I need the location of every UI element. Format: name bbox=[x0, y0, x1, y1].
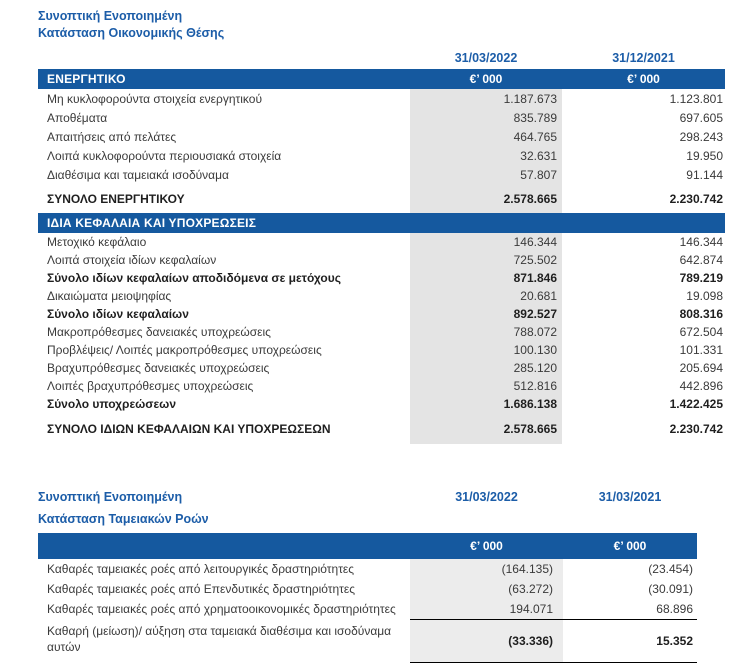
cashflow-title-and-dates bbox=[38, 490, 697, 507]
row-label: Μετοχικό κεφάλαιο bbox=[47, 235, 147, 249]
row-value-col2: 146.344 bbox=[679, 235, 723, 249]
total-values-ruled-box bbox=[410, 619, 697, 663]
table-row bbox=[38, 359, 725, 377]
table-row bbox=[38, 165, 725, 184]
unit-label: €’ 000 bbox=[470, 539, 503, 553]
net-change-total-row bbox=[38, 619, 697, 663]
assets-section-header-bar bbox=[38, 69, 725, 89]
row-value-col1: 32.631 bbox=[520, 148, 557, 163]
table-row bbox=[38, 108, 725, 127]
row-value-col2: 808.316 bbox=[679, 307, 723, 321]
equity-section-title: ΙΔΙΑ ΚΕΦΑΛΑΙΑ ΚΑΙ ΥΠΟΧΡΕΩΣΕΙΣ bbox=[47, 216, 257, 230]
row-value-col1: 464.765 bbox=[513, 129, 557, 144]
row-value-col1: 2.578.665 bbox=[503, 192, 557, 206]
row-value-col1: 1.686.138 bbox=[503, 397, 557, 411]
row-label: Βραχυπρόθεσμες δανειακές υποχρεώσεις bbox=[47, 361, 270, 375]
total-assets-row bbox=[38, 189, 725, 209]
row-value-col1: 871.846 bbox=[513, 271, 557, 285]
row-value-col2: 697.605 bbox=[679, 110, 723, 125]
row-value-col2: 101.331 bbox=[679, 343, 723, 357]
row-value-col1: 146.344 bbox=[513, 235, 557, 249]
row-value-col2: 19.098 bbox=[686, 289, 723, 303]
equity-liabilities-rows bbox=[38, 233, 725, 438]
row-label: ΣΥΝΟΛΟ ΕΝΕΡΓΗΤΙΚΟΥ bbox=[47, 192, 185, 206]
row-value-col1: (63.272) bbox=[508, 582, 553, 596]
subtotal-row bbox=[38, 305, 725, 323]
assets-section-title: ΕΝΕΡΓΗΤΙΚΟ bbox=[47, 72, 126, 86]
statement-title bbox=[38, 8, 725, 42]
statement-title-line1: Συνοπτική Ενοποιημένη bbox=[38, 9, 183, 23]
row-label: Απαιτήσεις από πελάτες bbox=[47, 129, 177, 144]
row-label: ΣΥΝΟΛΟ ΙΔΙΩΝ ΚΕΦΑΛΑΙΩΝ ΚΑΙ ΥΠΟΧΡΕΩΣΕΩΝ bbox=[47, 422, 331, 436]
row-value-col1: 512.816 bbox=[513, 379, 557, 393]
row-value-col1: 100.130 bbox=[513, 343, 557, 357]
column-date-2022: 31/03/2022 bbox=[455, 490, 518, 504]
unit-label: €’ 000 bbox=[627, 72, 660, 86]
row-label: Διαθέσιμα και ταμειακά ισοδύναμα bbox=[47, 167, 229, 182]
row-label: Προβλέψεις/ Λοιπές μακροπρόθεσμες υποχρεώσεις bbox=[47, 343, 322, 357]
row-label: Μακροπρόθεσμες δανειακές υποχρεώσεις bbox=[47, 325, 271, 339]
unit-label: €’ 000 bbox=[469, 72, 503, 86]
row-value-col1: 194.071 bbox=[509, 602, 553, 616]
table-row bbox=[38, 146, 725, 165]
column-date-2021: 31/03/2021 bbox=[598, 490, 662, 504]
row-value-col2: 91.144 bbox=[686, 167, 723, 182]
row-value-col2: 442.896 bbox=[679, 379, 723, 393]
date-header-spacer bbox=[38, 51, 410, 67]
table-row bbox=[38, 559, 697, 579]
table-row bbox=[38, 89, 725, 108]
row-value-col2: 1.422.425 bbox=[669, 397, 723, 411]
table-row bbox=[38, 599, 697, 619]
row-value-col1: 835.789 bbox=[513, 110, 557, 125]
row-value-col1: 1.187.673 bbox=[503, 91, 557, 106]
row-value-col1: (33.336) bbox=[508, 634, 553, 648]
table-row bbox=[38, 377, 725, 395]
statement-title-line2: Κατάσταση Οικονομικής Θέσης bbox=[38, 26, 225, 40]
subtotal-row bbox=[38, 269, 725, 287]
row-value-col1: 725.502 bbox=[513, 253, 557, 267]
row-value-col2: 68.896 bbox=[656, 602, 693, 616]
row-value-col2: 1.123.801 bbox=[669, 91, 723, 106]
table-row bbox=[38, 579, 697, 599]
row-label: Καθαρές ταμειακές ροές από Επενδυτικές δραστηριότητες bbox=[47, 582, 356, 596]
row-label: Καθαρές ταμειακές ροές από χρηματοοικονομικές δραστηριότητες bbox=[47, 602, 396, 616]
row-label: Καθαρές ταμειακές ροές από λειτουργικές δραστηριότητες bbox=[47, 562, 355, 576]
row-value-col1: 285.120 bbox=[513, 361, 557, 375]
row-label: Αποθέματα bbox=[47, 110, 108, 125]
statement-title-line2: Κατάσταση Ταμειακών Ροών bbox=[38, 512, 209, 526]
table-row bbox=[38, 323, 725, 341]
row-value-col2: 15.352 bbox=[656, 634, 693, 648]
statement-title-line1: Συνοπτική Ενοποιημένη bbox=[38, 490, 183, 504]
unit-label: €’ 000 bbox=[613, 539, 647, 553]
cashflow-table-body bbox=[38, 533, 697, 663]
table-row bbox=[38, 127, 725, 146]
row-value-col2: 2.230.742 bbox=[669, 192, 723, 206]
table-row bbox=[38, 251, 725, 269]
row-value-col2: 205.694 bbox=[679, 361, 723, 375]
column-date-headers bbox=[38, 51, 725, 67]
statement-of-cash-flows bbox=[38, 490, 697, 663]
row-label: Σύνολο ιδίων κεφαλαίων αποδιδόμενα σε μετόχους bbox=[47, 271, 341, 285]
row-value-col1: 788.072 bbox=[513, 325, 557, 339]
row-label: Μη κυκλοφορούντα στοιχεία ενεργητικού bbox=[47, 91, 263, 106]
assets-rows bbox=[38, 89, 725, 209]
row-value-col1: (164.135) bbox=[501, 562, 553, 576]
row-value-col2: 2.230.742 bbox=[669, 422, 723, 436]
row-value-col1: 892.527 bbox=[513, 307, 557, 321]
row-value-col1: 2.578.665 bbox=[503, 422, 557, 436]
table-row bbox=[38, 233, 725, 251]
cashflow-header-bar bbox=[38, 533, 697, 559]
statement-of-financial-position bbox=[38, 8, 725, 444]
row-label: Καθαρή (μείωση)/ αύξηση στα ταμειακά διαθέσιμα και ισοδύναμα αυτών bbox=[47, 624, 392, 654]
table-row bbox=[38, 287, 725, 305]
row-label: Λοιπά κυκλοφορούντα περιουσιακά στοιχεία bbox=[47, 148, 282, 163]
row-label: Δικαιώματα μειοψηφίας bbox=[47, 289, 172, 303]
row-label: Σύνολο ιδίων κεφαλαίων bbox=[47, 307, 189, 321]
row-value-col1: 20.681 bbox=[520, 289, 557, 303]
total-liabilities-row bbox=[38, 395, 725, 413]
row-label: Λοιπά στοιχεία ιδίων κεφαλαίων bbox=[47, 253, 217, 267]
row-value-col2: 672.504 bbox=[679, 325, 723, 339]
row-value-col2: (23.454) bbox=[648, 562, 693, 576]
row-value-col1: 57.807 bbox=[520, 167, 557, 182]
equity-section-header-bar bbox=[38, 213, 725, 233]
row-value-col2: 19.950 bbox=[686, 148, 723, 163]
column-date-2022: 31/03/2022 bbox=[454, 51, 518, 65]
grand-total-row bbox=[38, 420, 725, 438]
position-table-body bbox=[38, 69, 725, 444]
table-row bbox=[38, 341, 725, 359]
row-label: Σύνολο υποχρεώσεων bbox=[47, 397, 176, 411]
row-value-col2: 298.243 bbox=[679, 129, 723, 144]
column-date-2021: 31/12/2021 bbox=[612, 51, 675, 65]
row-value-col2: 642.874 bbox=[679, 253, 723, 267]
row-value-col2: 789.219 bbox=[679, 271, 723, 285]
row-label: Λοιπές βραχυπρόθεσμες υποχρεώσεις bbox=[47, 379, 254, 393]
row-value-col2: (30.091) bbox=[648, 582, 693, 596]
